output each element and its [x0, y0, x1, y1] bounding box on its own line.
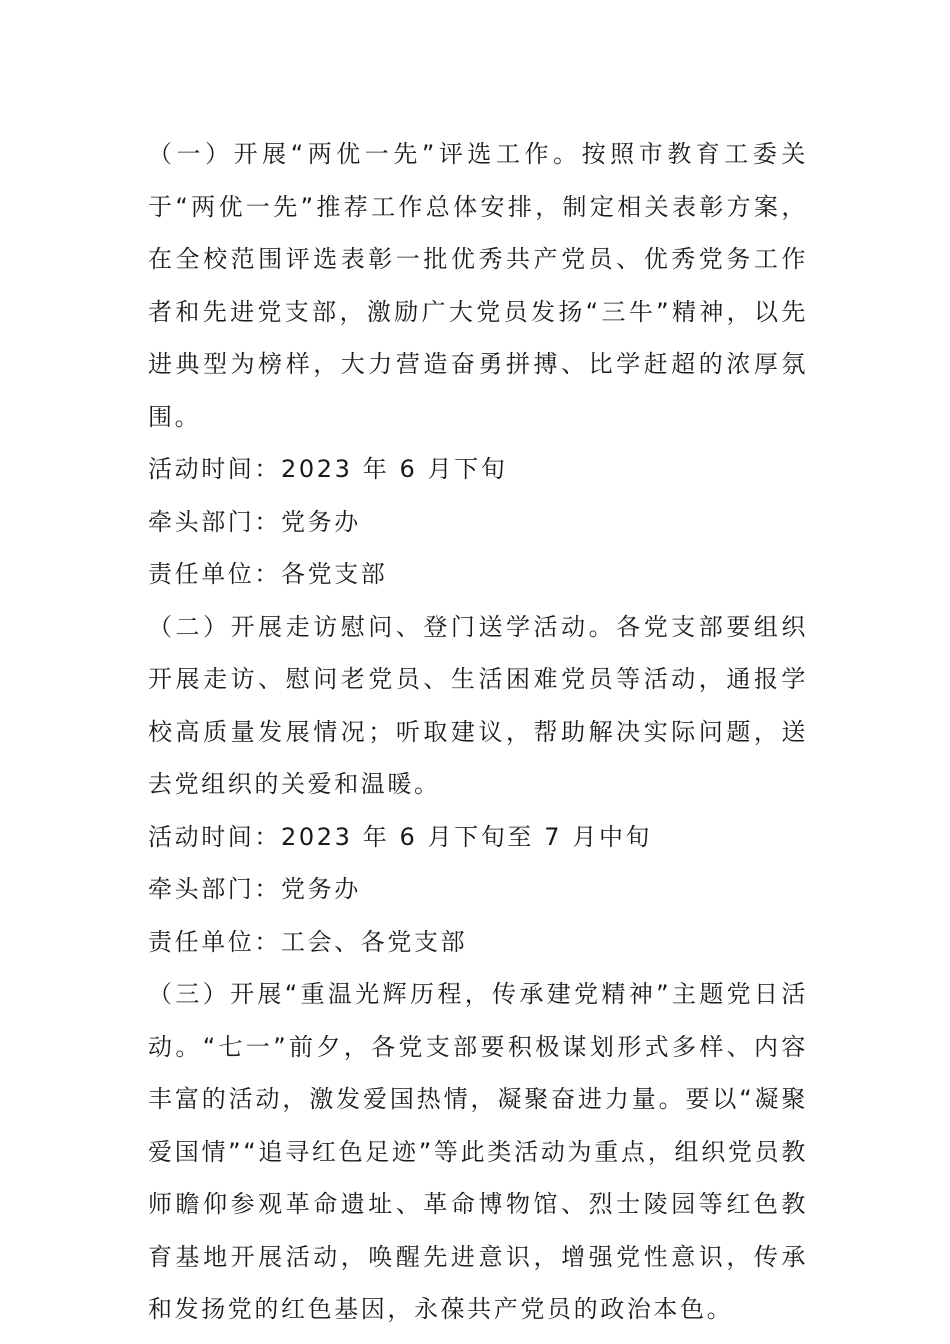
section-2-paragraph: （二）开展走访慰问、登门送学活动。各党支部要组织开展走访、慰问老党员、生活困难党员等活动，通报学校高质量发展情况；听取建议，帮助解决实际问题，送去党组织的关爱和温暖。: [148, 612, 808, 798]
section-2-lead-department: 牵头部门：党务办: [148, 875, 361, 903]
section-3: [148, 968, 808, 1336]
section-1-responsible-unit: 责任单位：各党支部: [148, 560, 388, 588]
section-3-paragraph: （三）开展“重温光辉历程，传承建党精神”主题党日活动。“七一”前夕，各党支部要积极谋划形式多样、内容丰富的活动，激发爱国热情，凝聚奋进力量。要以“凝聚爱国情”“追寻红色足迹”等此类活动为重点，组织党员教师瞻仰参观革命遗址、革命博物馆、烈士陵园等红色教育基地开展活动，唤醒先进意识，增强党性意识，传承和发扬党的红色基因，永葆共产党员的政治本色。: [148, 980, 808, 1323]
section-1-lead-department: 牵头部门：党务办: [148, 507, 361, 536]
section-2-activity-time: 活动时间：2023 年 6 月下旬至 7 月中旬: [148, 822, 653, 851]
section-1: [148, 128, 808, 601]
section-1-activity-time: 活动时间：2023 年 6 月下旬: [148, 455, 508, 483]
section-2: [148, 601, 808, 969]
section-1-paragraph: （一）开展“两优一先”评选工作。按照市教育工委关于“两优一先”推荐工作总体安排，制定相关表彰方案，在全校范围评选表彰一批优秀共产党员、优秀党务工作者和先进党支部，激励广大党员发扬“三牛”精神，以先进典型为榜样，大力营造奋勇拼搏、比学赶超的浓厚氛围。: [148, 140, 808, 431]
document-page: [148, 128, 808, 1336]
section-2-responsible-unit: 责任单位：工会、各党支部: [148, 927, 468, 956]
